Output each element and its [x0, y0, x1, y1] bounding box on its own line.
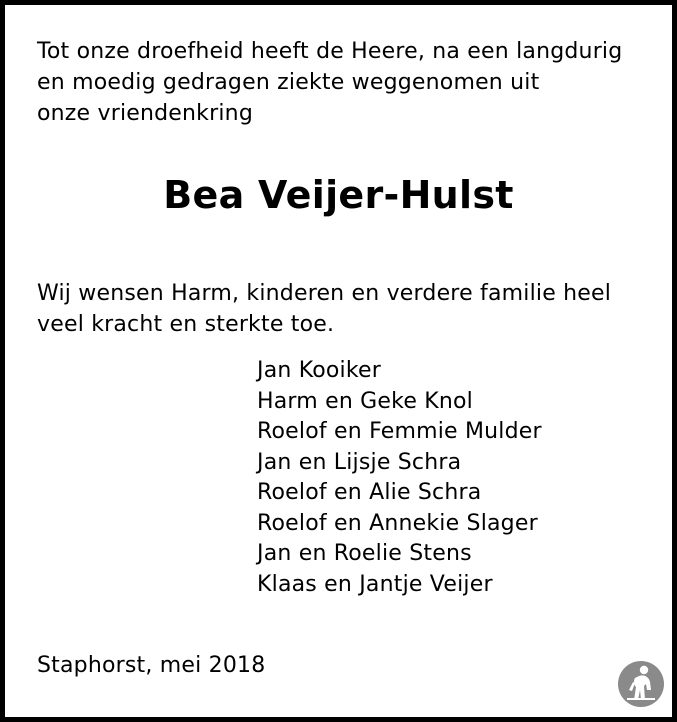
- signatory: Roelof en Femmie Mulder: [257, 419, 542, 444]
- signatories-list: [257, 356, 542, 600]
- intro-line: onze vriendenkring: [37, 101, 253, 126]
- wish-line: veel kracht en sterkte toe.: [37, 312, 335, 337]
- deceased-name: Bea Veijer-Hulst: [163, 173, 514, 217]
- signatory: Jan en Roelie Stens: [257, 541, 472, 566]
- signatory: Roelof en Annekie Slager: [257, 510, 538, 536]
- signatory: Jan en Lijsje Schra: [257, 449, 462, 475]
- intro-line: en moedig gedragen ziekte weggenomen uit: [37, 70, 540, 95]
- place-date: Staphorst, mei 2018: [37, 653, 266, 678]
- signatory: Jan Kooiker: [257, 358, 382, 383]
- signatory: Harm en Geke Knol: [257, 388, 473, 414]
- memorial-figure-icon: [617, 660, 665, 708]
- wish-text: [37, 278, 647, 340]
- signatory: Roelof en Alie Schra: [257, 480, 482, 505]
- intro-line: Tot onze droefheid heeft de Heere, na een langdurig: [37, 39, 623, 64]
- signatory: Klaas en Jantje Veijer: [257, 571, 493, 597]
- wish-line: Wij wensen Harm, kinderen en verdere familie heel: [37, 281, 612, 306]
- intro-text: [37, 36, 647, 129]
